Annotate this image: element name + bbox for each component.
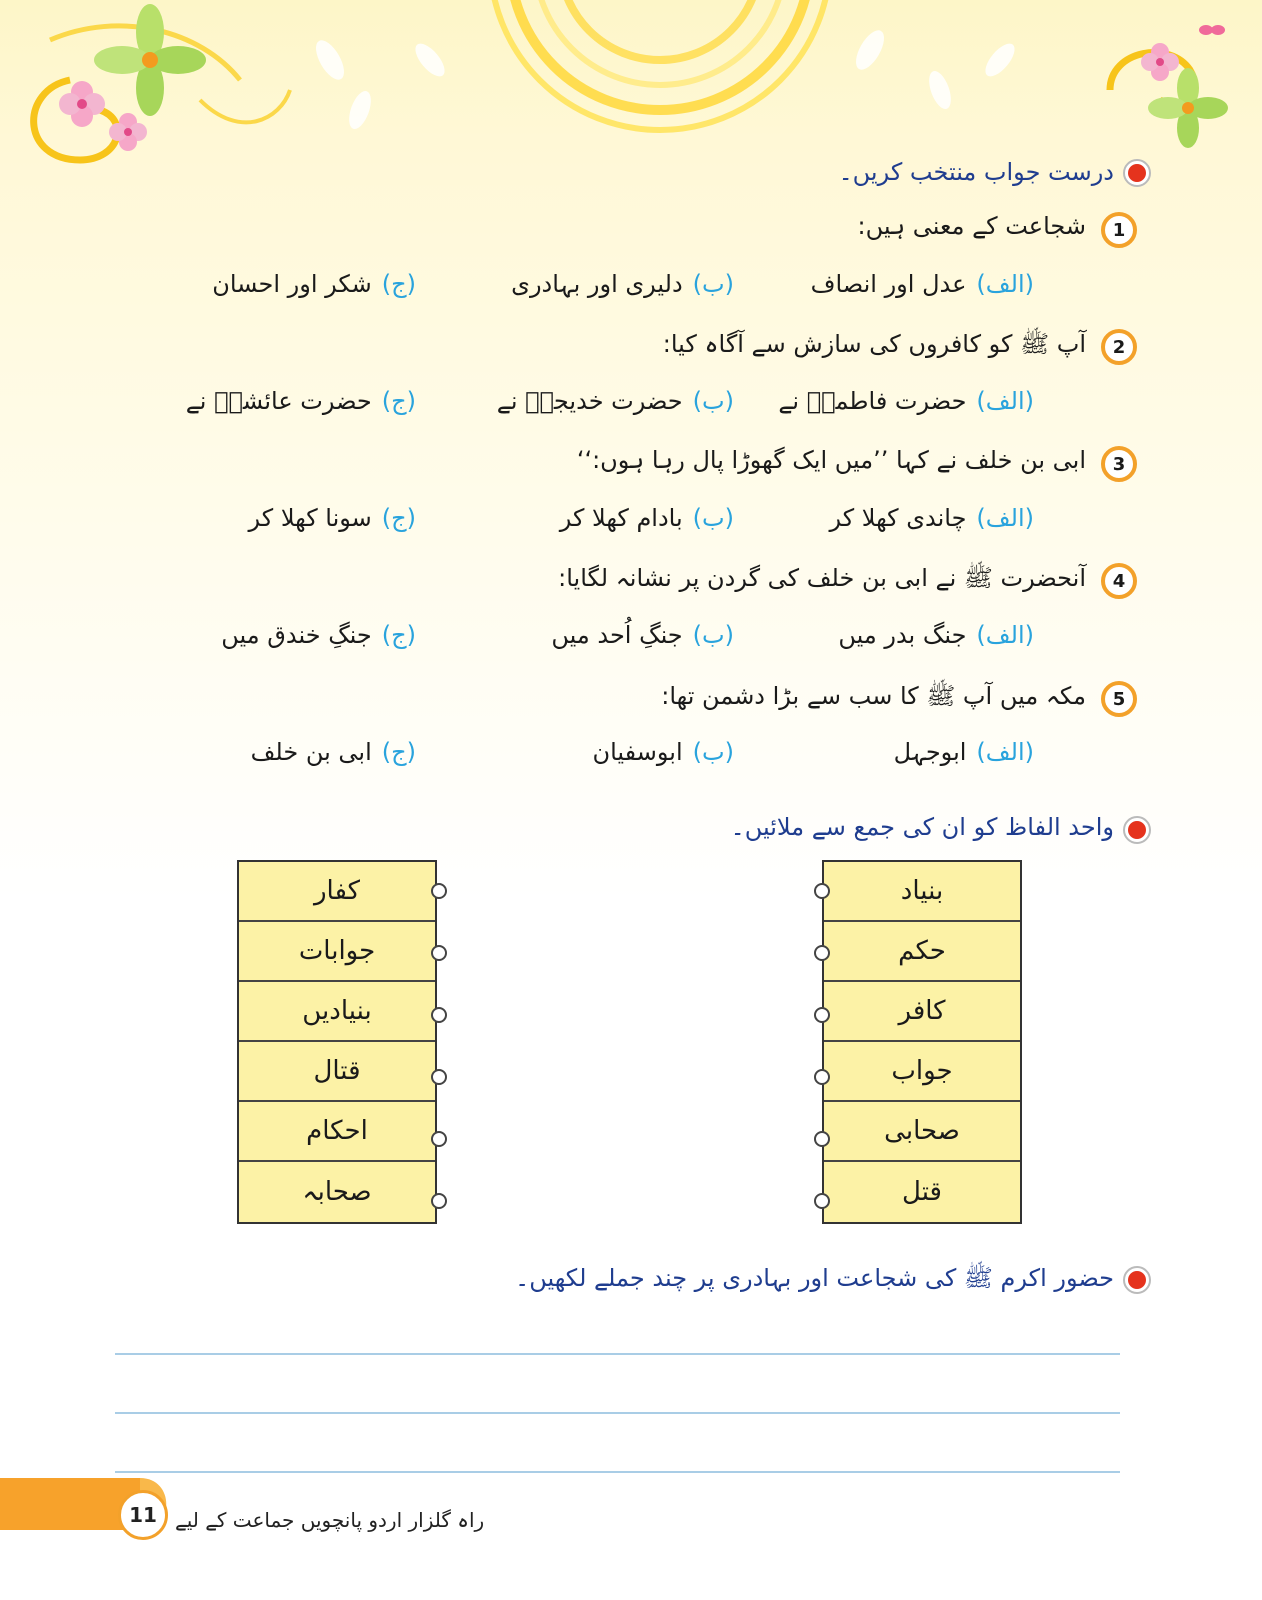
flower-icon (94, 4, 206, 116)
option-text: بادام کھلا کر (559, 504, 683, 532)
option-label: ب (702, 504, 725, 532)
option-be: (ب)حضرت خدیجہؓ نے (496, 387, 734, 415)
flower-icon (59, 81, 105, 127)
question-text: آپ ﷺ کو کافروں کی سازش سے آگاہ کیا: (662, 330, 1086, 358)
option-label: الف (985, 504, 1025, 532)
butterfly-icon (1199, 25, 1225, 35)
match-cell-plural: صحابہ (302, 1177, 372, 1207)
question-number: 3 (1112, 453, 1126, 475)
section-bullet-icon (1122, 158, 1152, 188)
option-text: جنگِ خندق میں (221, 621, 372, 649)
singular-words-column (822, 860, 1022, 1224)
option-text: شکر اور احسان (212, 270, 372, 298)
option-text: چاندی کھلا کر (829, 504, 967, 532)
option-label: الف (985, 387, 1025, 415)
option-label: ج (391, 738, 407, 766)
match-connector-dot[interactable] (431, 1007, 447, 1023)
option-label: الف (985, 738, 1025, 766)
option-jeem: (ج)جنگِ خندق میں (221, 621, 416, 649)
option-be: (ب)بادام کھلا کر (559, 504, 734, 532)
option-text: حضرت عائشہؓ نے (185, 387, 372, 415)
match-connector-dot[interactable] (814, 1069, 830, 1085)
match-cell-plural: جوابات (239, 922, 435, 982)
option-text: ابوجہل (893, 738, 967, 766)
option-text: حضرت خدیجہؓ نے (496, 387, 683, 415)
option-text: حضرت فاطمہؓ نے (778, 387, 967, 415)
match-cell-singular: کافر (824, 982, 1020, 1042)
option-label: ج (391, 270, 407, 298)
option-text: جنگ بدر میں (838, 621, 967, 649)
option-label: ج (391, 504, 407, 532)
match-cell-plural: احکام (239, 1102, 435, 1162)
question-text: شجاعت کے معنی ہیں: (857, 212, 1086, 240)
option-text: ابی بن خلف (250, 738, 372, 766)
match-cell-plural: بنیادیں (239, 982, 435, 1042)
match-connector-dot[interactable] (431, 1131, 447, 1147)
question-number: 2 (1112, 336, 1126, 358)
writing-line[interactable] (115, 1353, 1120, 1355)
match-cell-singular: قتل (902, 1177, 942, 1207)
option-label: ج (391, 621, 407, 649)
question-number: 1 (1112, 219, 1126, 241)
option-label: ب (702, 621, 725, 649)
book-title: راہ گلزار اردو پانچویں جماعت کے لیے (175, 1508, 485, 1532)
plural-words-column (237, 860, 437, 1224)
match-connector-dot[interactable] (431, 945, 447, 961)
option-label: الف (985, 270, 1025, 298)
match-cell-singular: جواب (824, 1042, 1020, 1102)
option-be: (ب)جنگِ اُحد میں (551, 621, 734, 649)
flower-icon (1141, 43, 1179, 81)
match-cell-singular: بنیاد (824, 862, 1020, 922)
match-cell-plural: کفار (239, 862, 435, 922)
question-number: 5 (1112, 688, 1126, 710)
section2-heading: واحد الفاظ کو ان کی جمع سے ملائیں۔ (730, 813, 1114, 841)
option-alif: (الف)جنگ بدر میں (838, 621, 1034, 649)
option-be: (ب)دلیری اور بہادری (511, 270, 734, 298)
option-text: عدل اور انصاف (810, 270, 967, 298)
match-connector-dot[interactable] (814, 945, 830, 961)
option-text: جنگِ اُحد میں (551, 621, 683, 649)
match-connector-dot[interactable] (814, 1131, 830, 1147)
match-connector-dot[interactable] (431, 883, 447, 899)
option-jeem: (ج)سونا کھلا کر (248, 504, 416, 532)
page-number: 11 (118, 1490, 168, 1540)
option-label: ب (702, 387, 725, 415)
section-bullet-icon (1122, 1265, 1152, 1295)
section1-heading: درست جواب منتخب کریں۔ (838, 158, 1114, 186)
option-jeem: (ج)حضرت عائشہؓ نے (185, 387, 416, 415)
writing-line[interactable] (115, 1412, 1120, 1414)
option-label: ب (702, 738, 725, 766)
question-text: ابی بن خلف نے کہا ’’میں ایک گھوڑا پال رہا ہوں:‘‘ (576, 446, 1086, 474)
match-cell-singular: حکم (824, 922, 1020, 982)
option-label: ج (391, 387, 407, 415)
option-alif: (الف)حضرت فاطمہؓ نے (778, 387, 1034, 415)
match-cell-plural: قتال (239, 1042, 435, 1102)
option-alif: (الف)ابوجہل (893, 738, 1034, 766)
match-connector-dot[interactable] (814, 883, 830, 899)
question-text: مکہ میں آپ ﷺ کا سب سے بڑا دشمن تھا: (661, 682, 1086, 710)
match-cell-singular: صحابی (824, 1102, 1020, 1162)
option-alif: (الف)عدل اور انصاف (810, 270, 1034, 298)
match-connector-dot[interactable] (431, 1193, 447, 1209)
section-bullet-icon (1122, 815, 1152, 845)
match-connector-dot[interactable] (814, 1193, 830, 1209)
question-number: 4 (1112, 570, 1126, 592)
section3-heading: حضور اکرم ﷺ کی شجاعت اور بہادری پر چند جملے لکھیں۔ (515, 1264, 1114, 1292)
option-label: ب (702, 270, 725, 298)
question-text: آنحضرت ﷺ نے ابی بن خلف کی گردن پر نشانہ لگایا: (558, 564, 1086, 592)
option-text: ابوسفیان (592, 738, 683, 766)
sunburst-decoration (490, 0, 830, 130)
option-text: دلیری اور بہادری (511, 270, 683, 298)
option-jeem: (ج)شکر اور احسان (212, 270, 416, 298)
leaf-decoration (310, 26, 1019, 132)
option-alif: (الف)چاندی کھلا کر (829, 504, 1034, 532)
match-connector-dot[interactable] (431, 1069, 447, 1085)
option-label: الف (985, 621, 1025, 649)
option-be: (ب)ابوسفیان (592, 738, 734, 766)
match-connector-dot[interactable] (814, 1007, 830, 1023)
option-jeem: (ج)ابی بن خلف (250, 738, 416, 766)
option-text: سونا کھلا کر (248, 504, 372, 532)
